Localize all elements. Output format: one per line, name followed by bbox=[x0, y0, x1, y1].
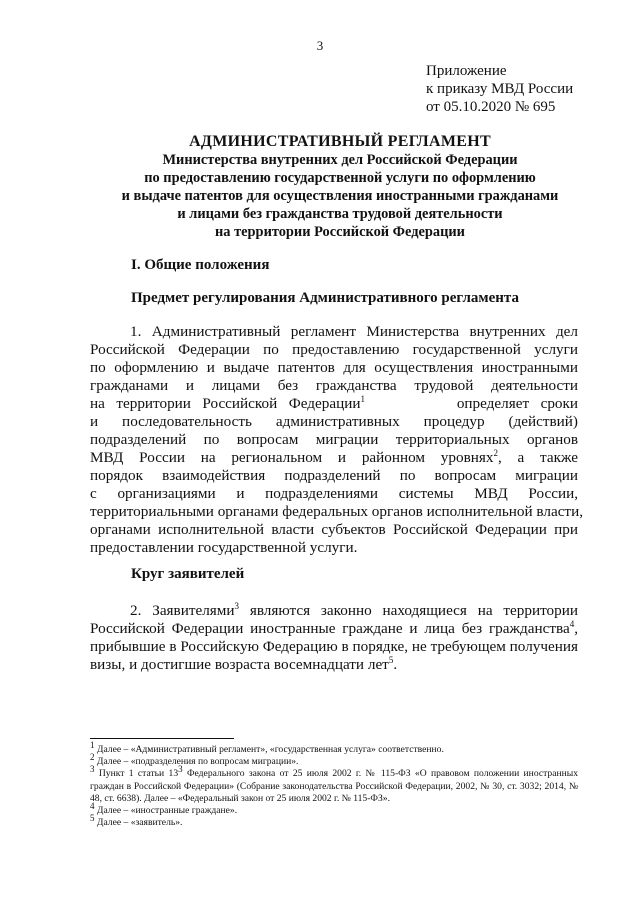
p1-line: Российской Федерации по предоставлению государственной услуги bbox=[90, 341, 578, 358]
section-heading: I. Общие положения bbox=[131, 257, 270, 273]
p1-line: порядок взаимодействия подразделений по вопросам миграции bbox=[90, 467, 578, 484]
title-line-5: и лицами без гражданства трудовой деятельности bbox=[177, 206, 503, 222]
appendix-block bbox=[426, 62, 573, 116]
footnote-1: $^1$ Далее – «Административный регламент», «государственная услуга» соответственно. bbox=[90, 739, 444, 755]
p1-line: подразделений по вопросам миграции территориальных органов bbox=[90, 431, 578, 448]
p1-line: органами исполнительной власти субъектов Российской Федерации при bbox=[90, 521, 578, 538]
appendix-line-1: Приложение bbox=[426, 63, 507, 79]
footnote-2: $^2$ Далее – «подразделения по вопросам миграции». bbox=[90, 752, 299, 768]
footnote-5: $^5$ Далее – «заявитель». bbox=[90, 813, 183, 829]
appendix-line-2: к приказу МВД России bbox=[426, 81, 574, 97]
footnote-ref-5: 5 bbox=[388, 654, 394, 665]
p1-line: МВД России на региональном и районном уровнях$^2$, а также bbox=[90, 447, 578, 466]
footnote-ref-2: 2 bbox=[493, 447, 498, 458]
p1-line: 1. Административный регламент Министерства внутренних дел bbox=[130, 323, 578, 340]
p1-line: предоставлении государственной услуги. bbox=[90, 539, 358, 556]
subheading-subject: Предмет регулирования Административного регламента bbox=[131, 290, 519, 306]
title-main: АДМИНИСТРАТИВНЫЙ РЕГЛАМЕНТ bbox=[189, 133, 491, 150]
title-line-3: по предоставлению государственной услуги по оформлению bbox=[144, 170, 536, 186]
p1-line: территориальными органами федеральных органов исполнительной власти, bbox=[90, 503, 583, 520]
p2-line: визы, и достигшие возраста восемнадцати лет$^5$. bbox=[90, 654, 398, 673]
p2-line: Российской Федерации иностранные граждане и лица без гражданства$^4$, bbox=[90, 618, 578, 637]
title-line-6: на территории Российской Федерации bbox=[215, 224, 465, 240]
p1-line: гражданами и лицами без гражданства трудовой деятельности bbox=[90, 377, 578, 394]
footnotes-block bbox=[90, 739, 578, 829]
document-title bbox=[70, 133, 610, 241]
footnote-ref-3: 3 bbox=[234, 600, 240, 611]
p1-line: на территории Российской Федерации$^1$ определяет сроки bbox=[90, 393, 579, 412]
footnote-separator bbox=[90, 738, 234, 739]
footnote-3: $^3$ Пункт 1 статьи $13^3$ Федерального закона от 25 июля 2002 г. № 115-ФЗ «О правовом положении иностранных граждан в Российской Федерации» (Собрание законодательства Российской Федерации, 2002, № 30, ст. 3032; 2014, № 48, ст. 6638). Далее – «Федеральный закон от 25 июля 2002 г. № 115-ФЗ». bbox=[90, 764, 578, 804]
footnote-ref-4: 4 bbox=[569, 618, 575, 629]
paragraph-1 bbox=[90, 323, 583, 557]
p1-line: с организациями и подразделениями системы МВД России, bbox=[90, 485, 578, 502]
p1-line: по оформлению и выдаче патентов для осуществления иностранными bbox=[90, 359, 578, 376]
appendix-line-3: от 05.10.2020 № 695 bbox=[426, 99, 556, 115]
paragraph-2 bbox=[90, 602, 578, 674]
title-line-2: Министерства внутренних дел Российской Федерации bbox=[162, 152, 518, 168]
p2-line: 2. Заявителями$^3$ являются законно находящиеся на территории bbox=[130, 600, 578, 619]
page-number: 3 bbox=[316, 38, 324, 53]
title-line-4: и выдаче патентов для осуществления иностранными гражданами bbox=[121, 188, 559, 204]
subheading-applicants: Круг заявителей bbox=[131, 566, 245, 582]
p1-line: и последовательность административных процедур (действий) bbox=[90, 413, 578, 430]
footnote-ref-1: 1 bbox=[360, 393, 365, 404]
footnote-4: $^4$ Далее – «иностранные граждане». bbox=[90, 800, 238, 817]
p2-line: прибывшие в Российскую Федерацию в порядке, не требующем получения bbox=[90, 638, 578, 655]
